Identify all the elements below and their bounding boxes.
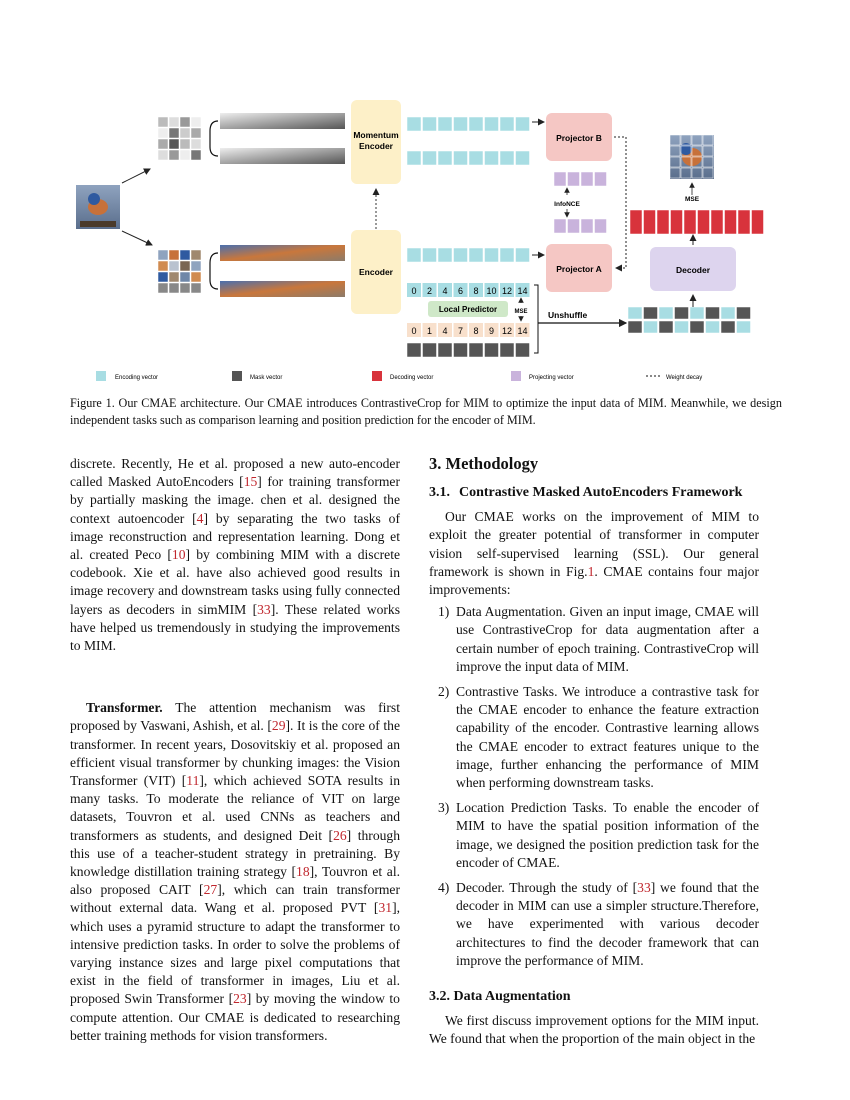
list-item-number: 1) — [438, 604, 450, 620]
legend-projecting-label: Projecting vector — [529, 375, 574, 381]
encoding-vector — [407, 117, 421, 131]
image-patch — [169, 283, 179, 293]
position-index: 14 — [517, 326, 528, 336]
decoding-vector — [698, 210, 710, 234]
unshuffled-token — [628, 321, 642, 333]
unshuffled-token — [659, 321, 673, 333]
projecting-vector — [568, 219, 580, 233]
encoding-vector — [454, 248, 468, 262]
mask-vector — [454, 343, 468, 357]
encoding-vector — [423, 117, 437, 131]
mask-vector — [516, 343, 530, 357]
projecting-vector — [554, 219, 566, 233]
bottom-patch-strip-1 — [220, 245, 345, 261]
list-item-text: Location Prediction Tasks. To enable the encoder of MIM to have the spatial position information of the image, we designed the position prediction task for the encoder of CMAE. — [456, 800, 759, 870]
mask-vector — [469, 343, 483, 357]
arrow-to-top-branch — [122, 169, 150, 183]
position-index: 8 — [473, 286, 479, 296]
image-patch — [158, 150, 168, 160]
related-work-paragraph: discrete. Recently, He et al. proposed a new auto-encoder called Masked AutoEncoders [15] for training transformer by partially masking the image. chen et al. designed the context autoencoder [4] by separating the two tasks of image reconstruction and representation learning. Dong et al. created Peco [10] by combining MIM with a discrete codebook. Xie et al. have also achieved good results in image recovery and downstream tasks using fully connected layers as decoders in simMIM [33]. These related works have helped us tremendously in studying the improvements to MIM. — [70, 456, 400, 654]
data-augmentation-heading: 3.2. Data Augmentation — [429, 989, 571, 1005]
image-patch — [169, 272, 179, 282]
unshuffle-bracket — [534, 285, 538, 353]
masked-position-row — [407, 323, 530, 337]
unshuffled-token — [721, 307, 735, 319]
encoding-vector — [407, 248, 421, 262]
mask-vector — [407, 343, 421, 357]
image-patch — [180, 261, 190, 271]
visible-position-row — [407, 283, 530, 297]
image-patch — [180, 128, 190, 138]
list-item — [429, 799, 759, 872]
mask-vector-row — [407, 343, 530, 357]
projector-a-label: Projector A — [556, 264, 602, 274]
list-item-text: Data Augmentation. Given an input image, CMAE will use ContrastiveCrop for data augmentation after a certain number of epoch training. ContrastiveCrop will improve the input data of MIM. — [456, 604, 759, 674]
infonce-label: InfoNCE — [554, 201, 580, 208]
transformer-heading: Transformer. — [86, 700, 163, 716]
image-patch — [180, 150, 190, 160]
unshuffled-token — [675, 307, 689, 319]
bottom-patch-strip-2 — [220, 281, 345, 297]
position-index: 14 — [517, 286, 528, 296]
unshuffled-token — [706, 307, 720, 319]
projecting-vector — [554, 172, 566, 186]
encoder-encoding-row — [407, 248, 530, 262]
list-item-number: 4) — [438, 880, 450, 896]
figure-caption: Figure 1. Our CMAE architecture. Our CMAE introduces ContrastiveCrop for MIM to optimize the input data of MIM. Meanwhile, we design independent tasks such as comparison learning and position prediction for the encoder of MIM. — [70, 396, 782, 427]
image-patch — [158, 139, 168, 149]
legend — [96, 371, 702, 381]
projector-a-box — [546, 244, 612, 292]
legend-weight-decay-label: Weight decay — [666, 375, 703, 381]
projecting-vector-top — [554, 172, 607, 186]
encoding-vector — [516, 151, 530, 165]
legend-decoding-label: Decoding vector — [390, 375, 434, 381]
position-index: 4 — [442, 326, 448, 336]
encoding-vector — [454, 151, 468, 165]
encoding-vector — [485, 151, 499, 165]
reconstructed-image — [670, 135, 714, 179]
unshuffled-token — [644, 321, 658, 333]
image-patch — [169, 128, 179, 138]
list-item — [429, 683, 759, 792]
mse-local-label: MSE — [514, 309, 528, 315]
unshuffled-token-row — [628, 307, 751, 333]
image-patch — [158, 283, 168, 293]
encoder-box — [351, 230, 401, 314]
mask-vector — [500, 343, 514, 357]
framework-intro: Our CMAE works on the improvement of MIM to exploit the greater potential of transformer in computer vision self-supervised learning (SSL). Our general framework is shown in Fig.1. CMAE contains four major improvements: — [429, 509, 759, 598]
top-patch-strip-1 — [220, 113, 345, 129]
decoding-vector — [711, 210, 723, 234]
image-patch — [191, 139, 201, 149]
improvements-list — [429, 603, 759, 970]
unshuffled-token — [628, 307, 642, 319]
right-column — [429, 455, 759, 1049]
encoding-vector — [423, 151, 437, 165]
image-patch — [169, 139, 179, 149]
decoding-vector — [684, 210, 696, 234]
encoding-vector — [500, 117, 514, 131]
transformer-body: The attention mechanism was first proposed by Vaswani, Ashish, et al. [29]. It is the core of the transformer. In recent years, Dosovitskiy et al. proposed an efficient visual transformer by chunking images: the Vision Transformer (VIT) [11], which achieved SOTA results in many tasks. To moderate the reliance of VIT on large datasets, Touvron et al. used CNNs as teachers and transformers as students, and designed Deit [26] through this use of a teacher-student strategy in pretraining. By knowledge distillation training strategy [18], Touvron et al. also proposed CAIT [27], which can train transformer without external data. Wang et al. proposed PVT [31], which uses a pyramid structure to adapt the transformer to intensive prediction tasks. In order to solve the problems of varying instance sizes and large pixel computations that exist in the field of transformer in images, Liu et al. proposed Swin Transformer [23] by moving the window to compute attention. Our CMAE is dedicated to researching better training methods for vision transformers. — [70, 700, 401, 1043]
list-item — [429, 603, 759, 676]
list-item-number: 3) — [438, 800, 450, 816]
top-strip-bracket — [210, 121, 218, 156]
decoding-vector — [644, 210, 656, 234]
projecting-vector — [581, 219, 593, 233]
image-patch — [180, 272, 190, 282]
position-index: 12 — [501, 326, 513, 336]
legend-decoding-swatch — [372, 371, 382, 381]
weight-decay-path — [614, 137, 626, 268]
image-patch — [191, 250, 201, 260]
mask-vector — [423, 343, 437, 357]
decoding-vector — [738, 210, 750, 234]
legend-encoding-label: Encoding vector — [115, 375, 159, 381]
projector-b-box — [546, 113, 612, 161]
transformer-paragraph — [70, 699, 400, 1045]
data-augmentation-paragraph: We first discuss improvement options for the MIM input. We found that when the proportion of the main object in the — [429, 1013, 759, 1047]
unshuffled-token — [690, 307, 704, 319]
encoding-vector — [485, 248, 499, 262]
encoding-vector — [438, 248, 452, 262]
framework-subheading — [429, 484, 759, 502]
decoding-vector — [657, 210, 669, 234]
image-patch — [180, 250, 190, 260]
image-patch — [191, 261, 201, 271]
image-patch — [180, 139, 190, 149]
encoding-vector — [516, 117, 530, 131]
position-index: 10 — [486, 286, 497, 296]
unshuffled-token — [659, 307, 673, 319]
position-index: 12 — [501, 286, 513, 296]
encoding-vector — [423, 248, 437, 262]
input-bird-image — [76, 185, 120, 229]
top-patch-strip-2 — [220, 148, 345, 164]
projecting-vector — [581, 172, 593, 186]
position-index: 4 — [442, 286, 448, 296]
unshuffled-token — [644, 307, 658, 319]
image-patch — [191, 150, 201, 160]
encoding-vector — [516, 248, 530, 262]
encoding-vector — [407, 151, 421, 165]
legend-projecting-swatch — [511, 371, 521, 381]
bottom-strip-bracket — [210, 253, 218, 289]
left-column — [70, 455, 400, 1045]
image-patch — [158, 272, 168, 282]
decoding-vector — [725, 210, 737, 234]
encoding-vector — [469, 248, 483, 262]
legend-mask-swatch — [232, 371, 242, 381]
decoding-vector — [630, 210, 642, 234]
mask-vector — [485, 343, 499, 357]
unshuffled-token — [737, 321, 751, 333]
image-patch — [169, 261, 179, 271]
list-item-text: Decoder. Through the study of [33] we found that the decoder in MIM can use a simpler structure.Therefore, we have experimented with various decoder architectures to find the decoder framework that can improve the performance of MIM. — [456, 880, 759, 968]
decoding-vector — [671, 210, 683, 234]
image-patch — [158, 250, 168, 260]
image-patch — [169, 150, 179, 160]
image-patch — [158, 128, 168, 138]
momentum-encoding-row-1 — [407, 117, 530, 131]
projecting-vector-bottom — [554, 219, 607, 233]
image-patch — [158, 117, 168, 127]
image-patch — [180, 283, 190, 293]
decoder-box — [650, 247, 736, 291]
encoding-vector — [454, 117, 468, 131]
unshuffled-token — [675, 321, 689, 333]
arrow-to-bottom-branch — [122, 231, 152, 245]
encoding-vector — [469, 151, 483, 165]
encoding-vector — [485, 117, 499, 131]
framework-subheading-number: 3.1. — [429, 485, 450, 501]
encoding-vector — [500, 151, 514, 165]
position-index: 2 — [426, 286, 433, 296]
position-index: 8 — [473, 326, 479, 336]
encoder-label: Encoder — [358, 267, 394, 277]
momentum-encoder-label-2: Encoder — [358, 141, 394, 151]
position-index: 0 — [411, 286, 417, 296]
unshuffled-token — [706, 321, 720, 333]
image-patch — [169, 250, 179, 260]
mask-vector — [438, 343, 452, 357]
encoding-vector — [469, 117, 483, 131]
unshuffled-token — [721, 321, 735, 333]
methodology-heading: 3. Methodology — [429, 454, 539, 473]
unshuffled-token — [690, 321, 704, 333]
image-patch — [191, 272, 201, 282]
image-patch — [158, 261, 168, 271]
encoding-vector — [438, 117, 452, 131]
list-item-text: Contrastive Tasks. We introduce a contrastive task for the CMAE encoder to enhance the feature extraction capability of the encoder. Contrastive learning allows the CMAE encoder to extract features unique to the image, further enhancing the performance of MIM when performing downstream tasks. — [456, 684, 759, 791]
local-predictor-box — [428, 301, 508, 317]
momentum-encoder-box — [351, 100, 401, 184]
list-item-number: 2) — [438, 684, 450, 700]
image-patch — [191, 128, 201, 138]
position-index: 6 — [457, 286, 464, 296]
image-patch — [180, 117, 190, 127]
cmae-architecture-figure — [70, 95, 780, 390]
projecting-vector — [595, 172, 607, 186]
color-patch-grid — [158, 250, 201, 293]
encoding-vector — [438, 151, 452, 165]
position-index: 7 — [457, 326, 464, 336]
framework-subheading-title: Contrastive Masked AutoEncoders Framework — [459, 485, 743, 501]
projector-b-label: Projector B — [556, 133, 602, 143]
image-patch — [191, 283, 201, 293]
image-patch — [169, 117, 179, 127]
legend-mask-label: Mask vector — [250, 375, 283, 381]
list-item — [429, 879, 759, 970]
local-predictor-label: Local Predictor — [438, 305, 498, 314]
legend-encoding-swatch — [96, 371, 106, 381]
position-index: 1 — [426, 326, 433, 336]
mse-top-label: MSE — [684, 196, 700, 203]
position-index: 9 — [488, 326, 495, 336]
projecting-vector — [568, 172, 580, 186]
decoder-label: Decoder — [675, 265, 711, 275]
encoding-vector — [500, 248, 514, 262]
momentum-encoder-label-1: Momentum — [353, 130, 399, 140]
momentum-encoding-row-2 — [407, 151, 530, 165]
decoding-vector — [752, 210, 764, 234]
decoding-vector-row — [630, 210, 764, 234]
unshuffled-token — [737, 307, 751, 319]
grayscale-patch-grid — [158, 117, 201, 160]
image-patch — [191, 117, 201, 127]
position-index: 0 — [411, 326, 417, 336]
unshuffle-label: Unshuffle — [548, 310, 588, 320]
projecting-vector — [595, 219, 607, 233]
